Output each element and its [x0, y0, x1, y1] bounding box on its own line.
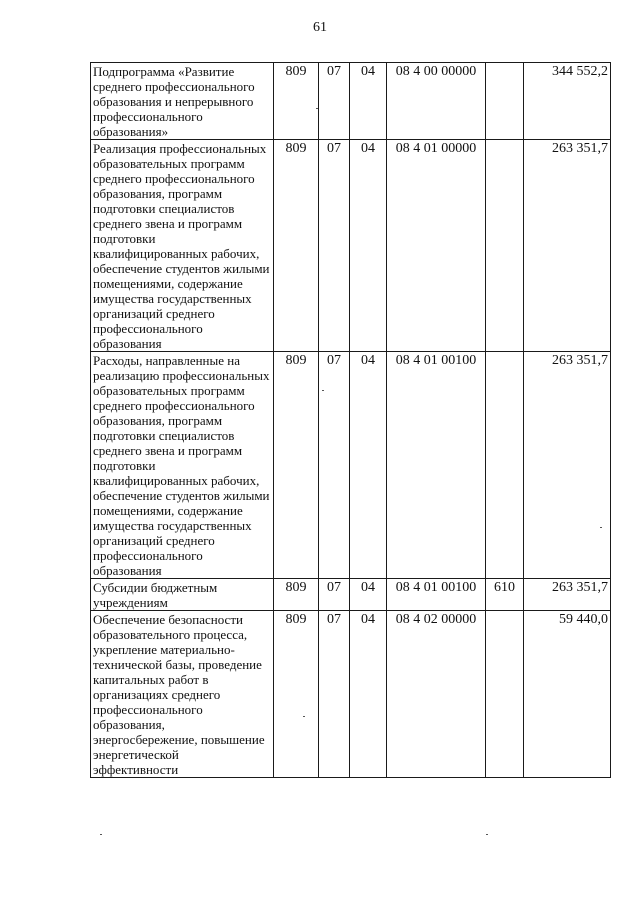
budget-table — [90, 62, 611, 778]
scan-speck — [100, 834, 102, 835]
row-description: Субсидии бюджетным учреждениям — [91, 579, 274, 611]
amount: 263 351,7 — [524, 140, 611, 352]
table-row — [91, 140, 611, 352]
scan-speck — [486, 834, 488, 835]
section-code: 07 — [319, 611, 350, 778]
amount: 344 552,2 — [524, 63, 611, 140]
table-row — [91, 611, 611, 778]
amount: 263 351,7 — [524, 579, 611, 611]
subsection-code: 04 — [350, 579, 387, 611]
subsection-code: 04 — [350, 611, 387, 778]
expense-type-code — [486, 611, 524, 778]
amount: 263 351,7 — [524, 352, 611, 579]
subsection-code: 04 — [350, 140, 387, 352]
section-code: 07 — [319, 579, 350, 611]
table-row — [91, 63, 611, 140]
row-description: Расходы, направленные на реализацию профессиональных образовательных программ среднего профессионального образования, программ подготовки специалистов среднего звена и программ подготовки квалифицированных рабочих, обеспечение студентов жилыми помещениями, содержание имущества государственных организаций среднего профессионального образования — [91, 352, 274, 579]
amount: 59 440,0 — [524, 611, 611, 778]
target-article-code: 08 4 01 00100 — [387, 579, 486, 611]
ministry-code: 809 — [274, 352, 319, 579]
ministry-code: 809 — [274, 140, 319, 352]
row-description: Обеспечение безопасности образовательного процесса, укрепление материально- технической базы, проведение капитальных работ в организациях среднего профессионального образования, энергосбережение, повышение энергетической эффективности — [91, 611, 274, 778]
subsection-code: 04 — [350, 63, 387, 140]
scan-speck — [322, 390, 324, 391]
scan-speck — [316, 108, 318, 109]
target-article-code: 08 4 00 00000 — [387, 63, 486, 140]
expense-type-code — [486, 352, 524, 579]
table-row — [91, 579, 611, 611]
target-article-code: 08 4 01 00100 — [387, 352, 486, 579]
table-row — [91, 352, 611, 579]
section-code: 07 — [319, 140, 350, 352]
target-article-code: 08 4 02 00000 — [387, 611, 486, 778]
scan-speck — [600, 527, 602, 528]
ministry-code: 809 — [274, 579, 319, 611]
row-description: Реализация профессиональных образовательных программ среднего профессионального образования, программ подготовки специалистов среднего звена и программ подготовки квалифицированных рабочих, обеспечение студентов жилыми помещениями, содержание имущества государственных организаций среднего профессионального образования — [91, 140, 274, 352]
subsection-code: 04 — [350, 352, 387, 579]
ministry-code: 809 — [274, 63, 319, 140]
page-number: 61 — [313, 20, 327, 35]
expense-type-code: 610 — [486, 579, 524, 611]
section-code: 07 — [319, 63, 350, 140]
section-code: 07 — [319, 352, 350, 579]
ministry-code: 809 — [274, 611, 319, 778]
scan-speck — [303, 716, 305, 717]
expense-type-code — [486, 63, 524, 140]
target-article-code: 08 4 01 00000 — [387, 140, 486, 352]
row-description: Подпрограмма «Развитие среднего профессионального образования и непрерывного профессионального образования» — [91, 63, 274, 140]
expense-type-code — [486, 140, 524, 352]
